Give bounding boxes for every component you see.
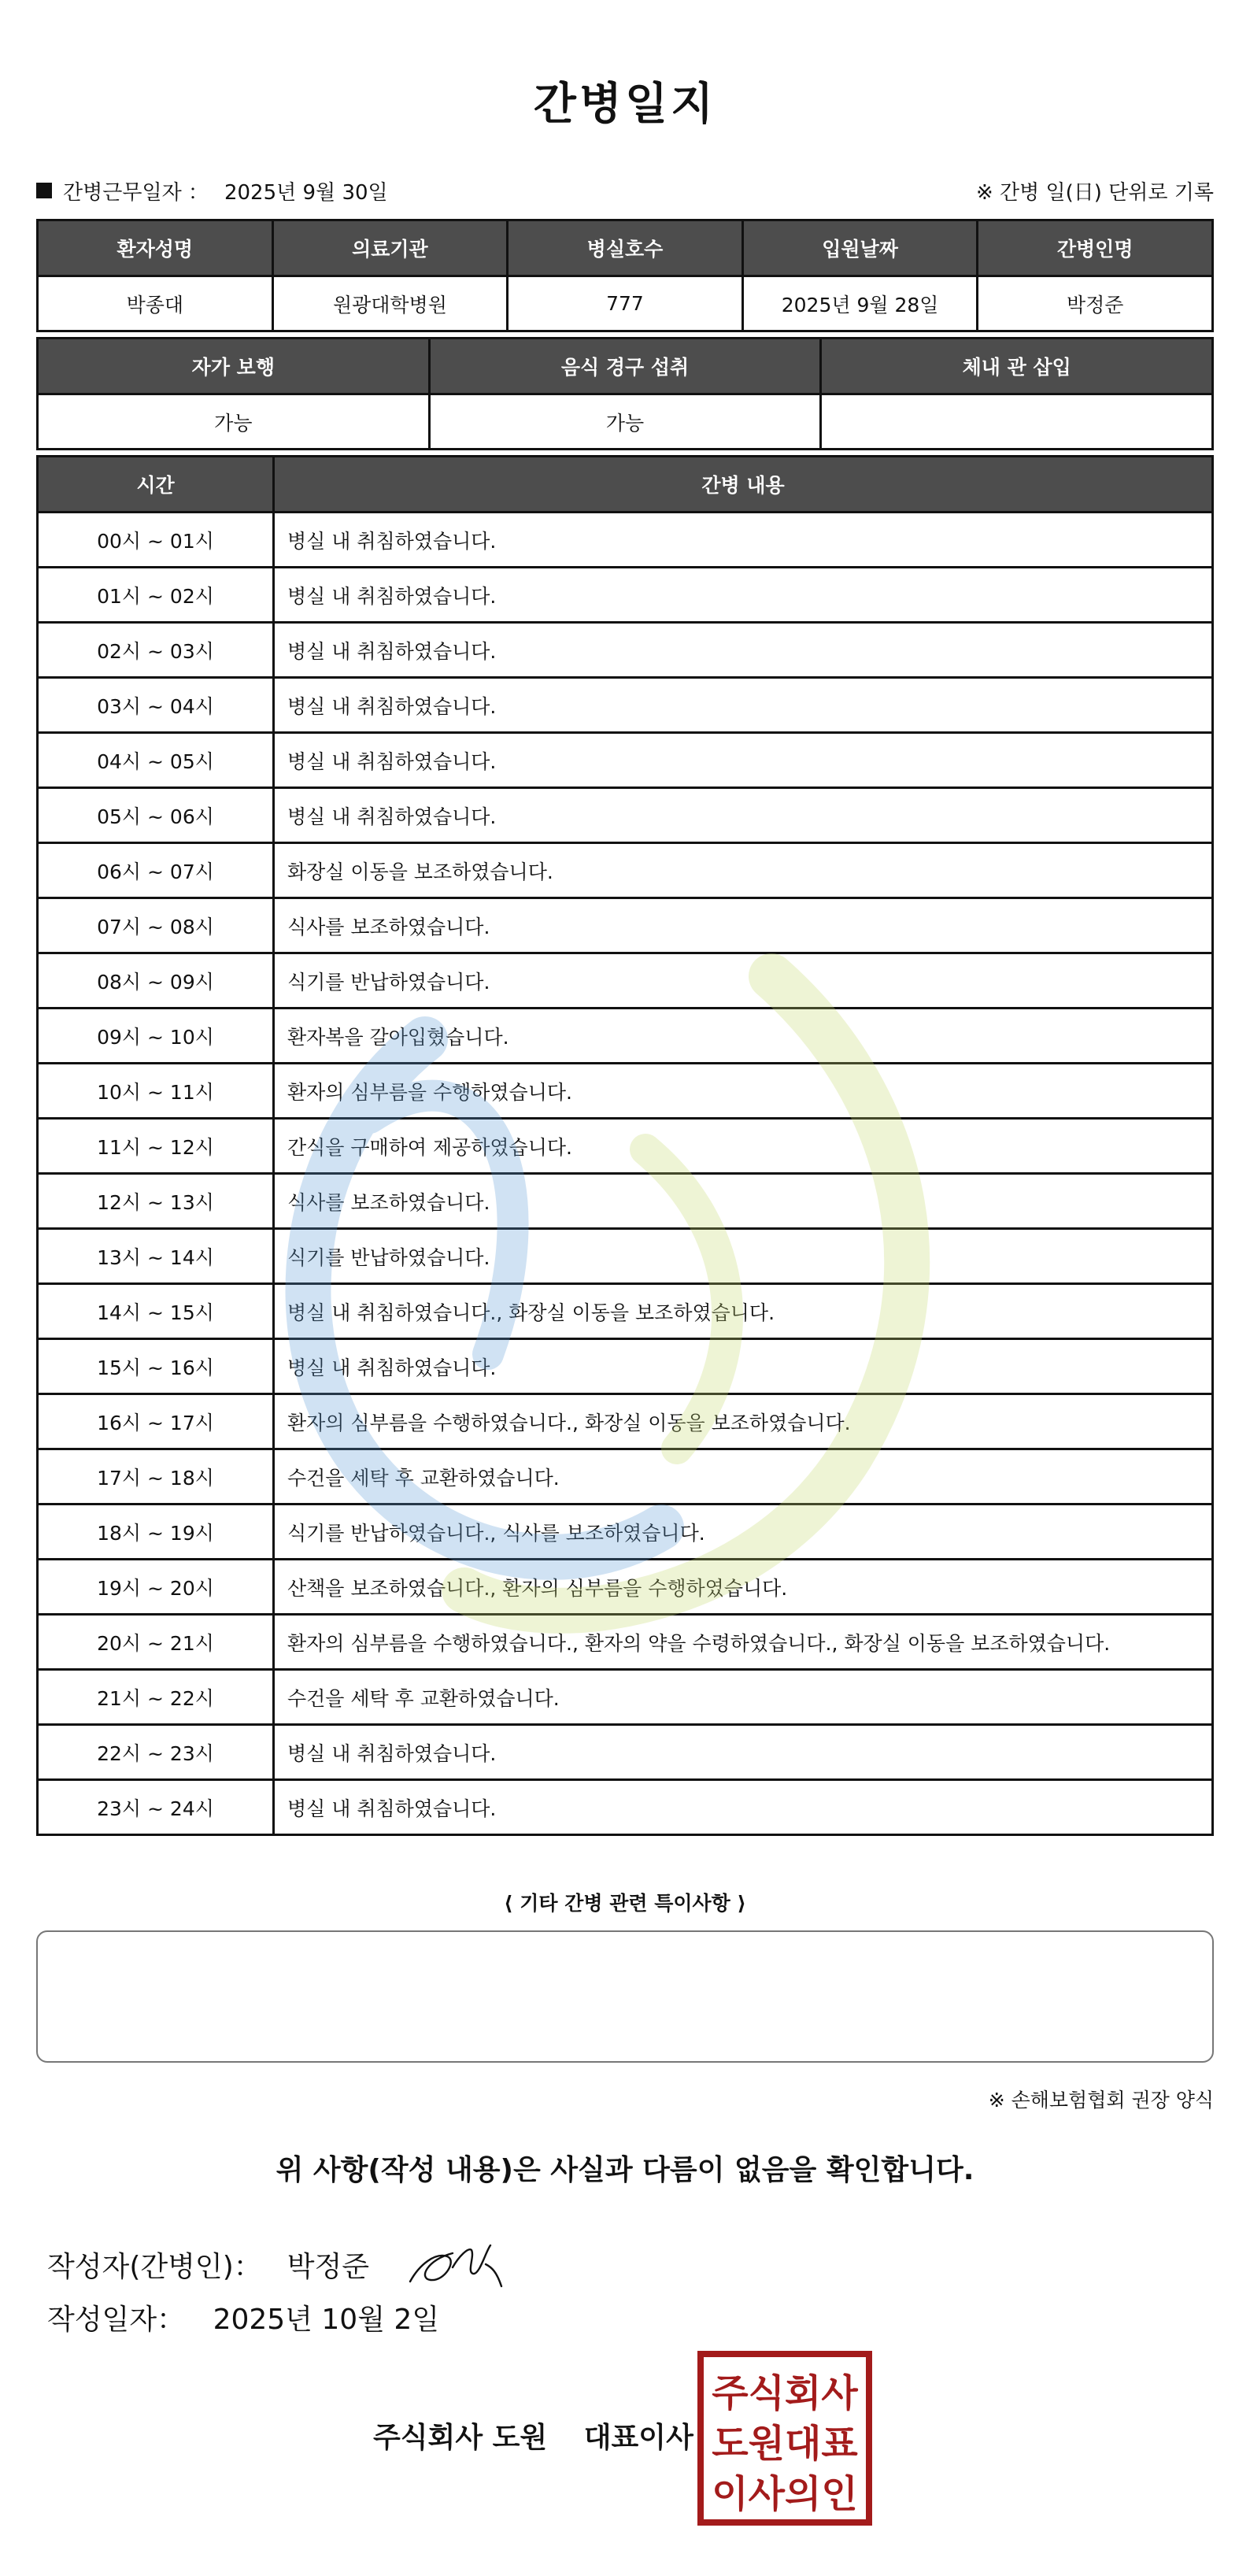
written-date-label: 작성일자： (47, 2304, 186, 2336)
care-content: 병실 내 취침하였습니다. (274, 1780, 1213, 1835)
company-signature (373, 2415, 693, 2456)
care-content: 병실 내 취침하였습니다., 화장실 이동을 보조하였습니다. (274, 1284, 1213, 1339)
company-name: 주식회사 도원 (373, 2422, 548, 2454)
time-slot: 18시 ~ 19시 (38, 1505, 274, 1560)
seal-line-2: 도원대표 (712, 2422, 858, 2466)
patient-status-table (36, 337, 1214, 450)
header-time: 시간 (38, 457, 274, 513)
patient-info-table (36, 219, 1214, 332)
header-self-walking: 자가 보행 (38, 339, 430, 394)
care-log-row (38, 1560, 1213, 1615)
notes-title: ⟨ 기타 간병 관련 특이사항 ⟩ (504, 1892, 746, 1915)
care-log-row (38, 1064, 1213, 1119)
care-log-row (38, 678, 1213, 733)
care-log-row (38, 1284, 1213, 1339)
care-content: 병실 내 취침하였습니다. (274, 513, 1213, 568)
company-seal-stamp (696, 2349, 874, 2527)
room-number: 777 (508, 276, 743, 331)
time-slot: 23시 ~ 24시 (38, 1780, 274, 1835)
oral-intake: 가능 (429, 394, 821, 450)
care-log-row (38, 1505, 1213, 1560)
time-slot: 16시 ~ 17시 (38, 1394, 274, 1449)
care-log-row (38, 1174, 1213, 1229)
care-content: 간식을 구매하여 제공하였습니다. (274, 1119, 1213, 1174)
care-log-row (38, 1725, 1213, 1780)
care-log-row (38, 1394, 1213, 1449)
care-log-row (38, 788, 1213, 843)
patient-info-header-row (38, 220, 1213, 276)
work-date (36, 176, 388, 205)
care-content: 병실 내 취침하였습니다. (274, 788, 1213, 843)
care-content: 식사를 보조하였습니다. (274, 1174, 1213, 1229)
caregiver-name: 박정준 (978, 276, 1213, 331)
care-log-table (36, 455, 1214, 1836)
notes-box (36, 1930, 1214, 2063)
signature-image (404, 2233, 522, 2296)
writer-row (47, 2233, 522, 2296)
time-slot: 11시 ~ 12시 (38, 1119, 274, 1174)
care-log-row (38, 1449, 1213, 1505)
tube-insertion (821, 394, 1213, 450)
care-content: 병실 내 취침하였습니다. (274, 1339, 1213, 1394)
care-content: 병실 내 취침하였습니다. (274, 733, 1213, 788)
representative-title: 대표이사 (583, 2422, 693, 2454)
time-slot: 14시 ~ 15시 (38, 1284, 274, 1339)
time-slot: 10시 ~ 11시 (38, 1064, 274, 1119)
care-log-row (38, 843, 1213, 898)
time-slot: 21시 ~ 22시 (38, 1670, 274, 1725)
care-log-row (38, 623, 1213, 678)
care-log-row (38, 1009, 1213, 1064)
patient-name: 박종대 (38, 276, 273, 331)
care-log-row (38, 1670, 1213, 1725)
time-slot: 07시 ~ 08시 (38, 898, 274, 953)
patient-info-value-row (38, 276, 1213, 331)
header-room-number: 병실호수 (508, 220, 743, 276)
care-log-row (38, 1615, 1213, 1670)
self-walking: 가능 (38, 394, 430, 450)
written-date-value: 2025년 10월 2일 (213, 2304, 440, 2336)
header-hospital: 의료기관 (272, 220, 508, 276)
care-log-row (38, 1780, 1213, 1835)
time-slot: 04시 ~ 05시 (38, 733, 274, 788)
care-content: 병실 내 취침하였습니다. (274, 568, 1213, 623)
writer-label: 작성자(간병인)： (47, 2250, 262, 2283)
time-slot: 22시 ~ 23시 (38, 1725, 274, 1780)
time-slot: 01시 ~ 02시 (38, 568, 274, 623)
care-log-header-row (38, 457, 1213, 513)
care-content: 병실 내 취침하였습니다. (274, 678, 1213, 733)
header-caregiver-name: 간병인명 (978, 220, 1213, 276)
care-content: 화장실 이동을 보조하였습니다. (274, 843, 1213, 898)
time-slot: 20시 ~ 21시 (38, 1615, 274, 1670)
care-content: 산책을 보조하였습니다., 환자의 심부름을 수행하였습니다. (274, 1560, 1213, 1615)
care-content: 식사를 보조하였습니다. (274, 898, 1213, 953)
patient-status-header-row (38, 339, 1213, 394)
care-content: 식기를 반납하였습니다. (274, 1229, 1213, 1284)
care-content: 병실 내 취침하였습니다. (274, 623, 1213, 678)
writer-name: 박정준 (287, 2250, 370, 2283)
work-date-label: 간병근무일자 ： (63, 180, 209, 205)
page-title: 간병일지 (533, 79, 717, 130)
care-content: 수건을 세탁 후 교환하였습니다. (274, 1449, 1213, 1505)
care-content: 수건을 세탁 후 교환하였습니다. (274, 1670, 1213, 1725)
time-slot: 19시 ~ 20시 (38, 1560, 274, 1615)
care-log-row (38, 733, 1213, 788)
recommend-note: ※ 손해보험협회 권장 양식 (988, 2089, 1214, 2112)
time-slot: 12시 ~ 13시 (38, 1174, 274, 1229)
patient-status-value-row (38, 394, 1213, 450)
time-slot: 08시 ~ 09시 (38, 953, 274, 1009)
time-slot: 13시 ~ 14시 (38, 1229, 274, 1284)
care-log-row (38, 953, 1213, 1009)
written-date-row (47, 2297, 439, 2337)
care-content: 식기를 반납하였습니다., 식사를 보조하였습니다. (274, 1505, 1213, 1560)
care-log-row (38, 1119, 1213, 1174)
header-admission-date: 입원날짜 (742, 220, 978, 276)
time-slot: 03시 ~ 04시 (38, 678, 274, 733)
meta-row (36, 175, 1214, 206)
time-slot: 00시 ~ 01시 (38, 513, 274, 568)
square-bullet-icon (36, 183, 52, 198)
care-log-row (38, 1229, 1213, 1284)
care-content: 병실 내 취침하였습니다. (274, 1725, 1213, 1780)
header-oral-intake: 음식 경구 섭취 (429, 339, 821, 394)
care-content: 환자의 심부름을 수행하였습니다., 환자의 약을 수령하였습니다., 화장실 이동을 보조하였습니다. (274, 1615, 1213, 1670)
care-log-row (38, 513, 1213, 568)
work-date-value: 2025년 9월 30일 (224, 180, 388, 205)
care-content: 식기를 반납하였습니다. (274, 953, 1213, 1009)
header-tube-insertion: 체내 관 삽입 (821, 339, 1213, 394)
admission-date: 2025년 9월 28일 (742, 276, 978, 331)
time-slot: 17시 ~ 18시 (38, 1449, 274, 1505)
seal-line-1: 주식회사 (712, 2371, 858, 2415)
care-content: 환자의 심부름을 수행하였습니다. (274, 1064, 1213, 1119)
header-care-content: 간병 내용 (274, 457, 1213, 513)
hospital: 원광대학병원 (272, 276, 508, 331)
time-slot: 06시 ~ 07시 (38, 843, 274, 898)
header-patient-name: 환자성명 (38, 220, 273, 276)
time-slot: 05시 ~ 06시 (38, 788, 274, 843)
care-log-row (38, 568, 1213, 623)
seal-line-3: 이사의인 (712, 2472, 858, 2516)
care-content: 환자의 심부름을 수행하였습니다., 화장실 이동을 보조하였습니다. (274, 1394, 1213, 1449)
time-slot: 09시 ~ 10시 (38, 1009, 274, 1064)
care-log-row (38, 898, 1213, 953)
time-slot: 02시 ~ 03시 (38, 623, 274, 678)
time-slot: 15시 ~ 16시 (38, 1339, 274, 1394)
confirm-statement: 위 사항(작성 내용)은 사실과 다름이 없음을 확인합니다. (276, 2154, 974, 2186)
care-log-row (38, 1339, 1213, 1394)
care-content: 환자복을 갈아입혔습니다. (274, 1009, 1213, 1064)
record-unit-note: ※ 간병 일(日) 단위로 기록 (975, 180, 1214, 205)
